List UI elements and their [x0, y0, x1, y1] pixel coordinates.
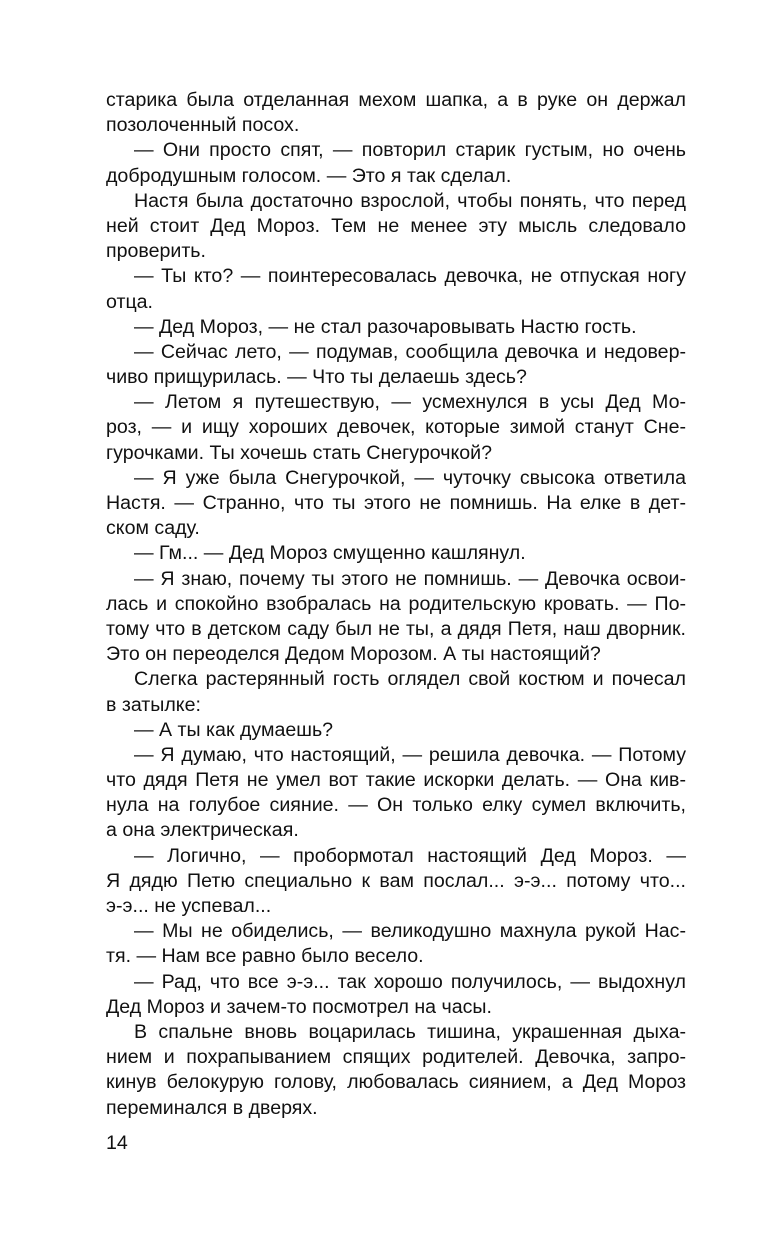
text-line: позолоченный посох.: [106, 114, 300, 137]
text-line: в затылке:: [106, 693, 201, 716]
text-line: гурочками. Ты хочешь стать Снегурочкой?: [106, 441, 492, 464]
text-line: — Ты кто? — поинтересовалась девочка, не отпуская ногу: [134, 265, 686, 288]
text-line: нула на голубое сияние. — Он только елку сумел включить,: [106, 794, 686, 817]
text-line: Настя. — Странно, что ты этого не помнишь. На елке в дет-: [106, 492, 686, 514]
text-line: Настя была достаточно взрослой, чтобы понять, что перед: [134, 189, 686, 212]
text-line: а она электрическая.: [106, 819, 299, 842]
text-line: лась и спокойно взобралась на родительскую кровать. — По-: [106, 592, 686, 615]
text-line: роз, — и ищу хороших девочек, которые зимой станут Сне-: [106, 416, 686, 439]
page-body-text: [106, 88, 686, 1121]
text-line: В спальне вновь воцарилась тишина, украшенная дыха-: [134, 1020, 686, 1043]
text-line: переминался в дверях.: [106, 1096, 318, 1119]
text-line: Слегка растерянный гость оглядел свой костюм и почесал: [134, 668, 686, 691]
text-line: отца.: [106, 290, 154, 313]
text-line: Это он переоделся Дедом Морозом. А ты настоящий?: [106, 643, 601, 666]
text-line: чиво прищурилась. — Что ты делаешь здесь?: [106, 366, 527, 389]
text-line: кинув белокурую голову, любовалась сиянием, а Дед Мороз: [106, 1071, 686, 1094]
text-line: тя. — Нам все равно было весело.: [106, 945, 424, 968]
text-line: — Я уже была Снегурочкой, — чуточку свысока ответила: [134, 466, 686, 489]
text-line: — Гм... — Дед Мороз смущенно кашлянул.: [134, 542, 526, 565]
text-line: — Мы не обиделись, — великодушно махнула рукой Нас-: [134, 920, 686, 943]
text-line: ней стоит Дед Мороз. Тем не менее эту мысль следовало: [106, 214, 686, 237]
text-line: нием и похрапыванием спящих родителей. Девочка, запро-: [106, 1046, 686, 1069]
text-line: — Они просто спят, — повторил старик густым, но очень: [134, 139, 686, 162]
text-line: Дед Мороз и зачем-то посмотрел на часы.: [106, 995, 492, 1018]
text-line: что дядя Петя не умел вот такие искорки делать. — Она кив-: [106, 769, 686, 792]
text-line: — Рад, что все э-э... так хорошо получилось, — выдохнул: [134, 970, 686, 993]
text-line: — Летом я путешествую, — усмехнулся в усы Дед Мо-: [134, 391, 686, 414]
text-line: — Логично, — пробормотал настоящий Дед Мороз. —: [134, 844, 686, 867]
text-line: добродушным голосом. — Это я так сделал.: [106, 164, 512, 187]
text-line: — Я думаю, что настоящий, — решила девочка. — Потому: [134, 743, 686, 766]
text-line: э-э... не успевал...: [106, 895, 272, 917]
text-line: — Дед Мороз, — не стал разочаровывать Настю гость.: [134, 315, 637, 338]
text-line: — Я знаю, почему ты этого не помнишь. — Девочка освои-: [134, 567, 686, 590]
text-line: ском саду.: [106, 517, 200, 540]
text-line: тому что в детском саду был не ты, а дядя Петя, наш дворник.: [106, 617, 686, 640]
text-line: старика была отделанная мехом шапка, а в руке он держал: [106, 89, 686, 111]
text-line: проверить.: [106, 240, 206, 263]
text-line: — Сейчас лето, — подумав, сообщила девочка и недовер-: [134, 340, 686, 363]
text-line: — А ты как думаешь?: [134, 718, 334, 741]
page-number: 14: [106, 1132, 128, 1154]
text-line: Я дядю Петю специально к вам послал... э-э... потому что...: [106, 869, 686, 892]
